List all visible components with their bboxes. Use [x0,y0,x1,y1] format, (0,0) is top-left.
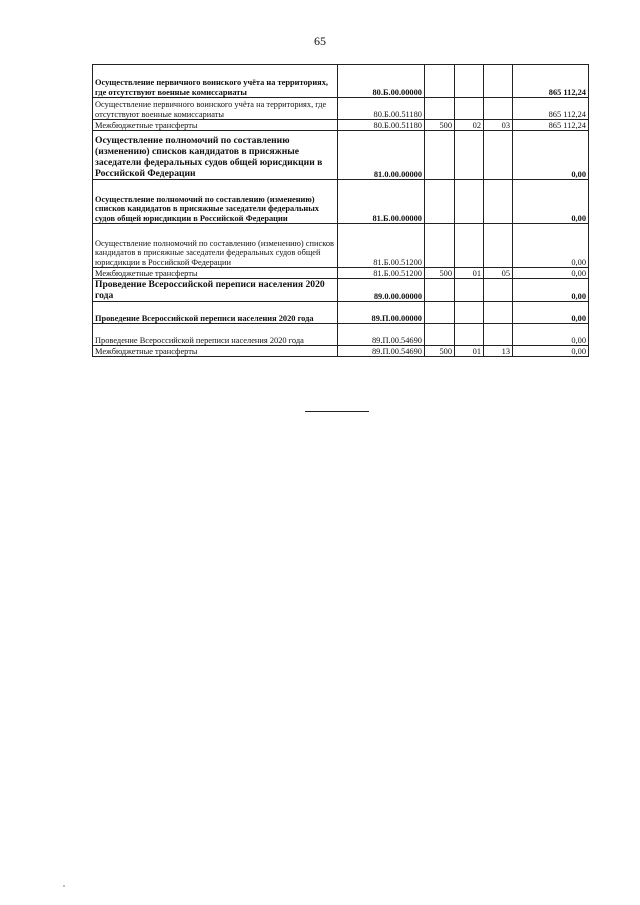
table-row [93,224,589,268]
cell-vr [425,224,455,268]
cell-pr: 13 [484,346,513,357]
cell-code: 89.0.00.00000 [338,279,425,302]
cell-pr [484,98,513,120]
cell-code: 80.Б.00.00000 [338,65,425,98]
cell-name: Межбюджетные трансферты [93,120,338,131]
cell-rz [455,180,484,224]
cell-rz [455,279,484,302]
cell-pr [484,324,513,346]
cell-name: Межбюджетные трансферты [93,346,338,357]
table-row [93,324,589,346]
cell-sum: 0,00 [513,279,589,302]
cell-code: 80.Б.00.51180 [338,98,425,120]
cell-pr [484,224,513,268]
cell-pr [484,180,513,224]
cell-code: 89.П.00.54690 [338,346,425,357]
cell-name: Осуществление полномочий по составлению (изменению) списков кандидатов в присяжные заседатели федеральных судов общей юрисдикции в Российской Федерации [93,180,338,224]
cell-name: Осуществление первичного воинского учёта на территориях, где отсутствуют военные комиссариаты [93,98,338,120]
cell-name: Осуществление полномочий по составлению (изменению) списков кандидатов в присяжные заседатели федеральных судов общей юрисдикции в Российской Федерации [93,224,338,268]
cell-name: Проведение Всероссийской переписи населения 2020 года [93,324,338,346]
cell-pr [484,65,513,98]
cell-rz: 01 [455,346,484,357]
cell-vr [425,65,455,98]
cell-pr [484,302,513,324]
cell-sum: 865 112,24 [513,98,589,120]
table-row [93,65,589,98]
cell-sum: 0,00 [513,131,589,180]
cell-rz [455,65,484,98]
cell-rz [455,131,484,180]
cell-name: Межбюджетные трансферты [93,268,338,279]
cell-vr [425,131,455,180]
cell-code: 89.П.00.00000 [338,302,425,324]
cell-pr [484,279,513,302]
cell-vr [425,180,455,224]
cell-pr: 03 [484,120,513,131]
cell-sum: 0,00 [513,324,589,346]
cell-rz [455,98,484,120]
table-row [93,98,589,120]
table-row [93,346,589,357]
cell-vr: 500 [425,268,455,279]
cell-rz [455,224,484,268]
cell-sum: 865 112,24 [513,65,589,98]
cell-vr: 500 [425,346,455,357]
cell-sum: 0,00 [513,302,589,324]
cell-code: 81.Б.00.51200 [338,268,425,279]
cell-code: 81.Б.00.51200 [338,224,425,268]
scan-speck [63,885,65,887]
cell-sum: 0,00 [513,224,589,268]
cell-sum: 0,00 [513,346,589,357]
page-number: 65 [314,34,326,48]
cell-pr [484,131,513,180]
budget-table [92,64,589,357]
cell-code: 80.Б.00.51180 [338,120,425,131]
table-row [93,131,589,180]
cell-name: Проведение Всероссийской переписи населения 2020 года [93,302,338,324]
cell-name: Проведение Всероссийской переписи населения 2020 года [93,279,338,302]
cell-rz [455,324,484,346]
table-row [93,180,589,224]
cell-sum: 0,00 [513,268,589,279]
cell-vr [425,302,455,324]
cell-pr: 05 [484,268,513,279]
table-row [93,302,589,324]
cell-vr [425,279,455,302]
table-row [93,120,589,131]
table-row [93,279,589,302]
cell-sum: 0,00 [513,180,589,224]
cell-code: 81.Б.00.00000 [338,180,425,224]
cell-vr: 500 [425,120,455,131]
cell-name: Осуществление первичного воинского учёта на территориях, где отсутствуют военные комиссариаты [93,65,338,98]
cell-vr [425,324,455,346]
cell-code: 81.0.00.00000 [338,131,425,180]
cell-rz: 01 [455,268,484,279]
cell-rz [455,302,484,324]
table-body [93,65,589,357]
table-row [93,268,589,279]
cell-sum: 865 112,24 [513,120,589,131]
cell-rz: 02 [455,120,484,131]
cell-vr [425,98,455,120]
cell-name: Осуществление полномочий по составлению (изменению) списков кандидатов в присяжные заседатели федеральных судов общей юрисдикции в Российской Федерации [93,131,338,180]
closing-rule [305,411,369,412]
cell-code: 89.П.00.54690 [338,324,425,346]
